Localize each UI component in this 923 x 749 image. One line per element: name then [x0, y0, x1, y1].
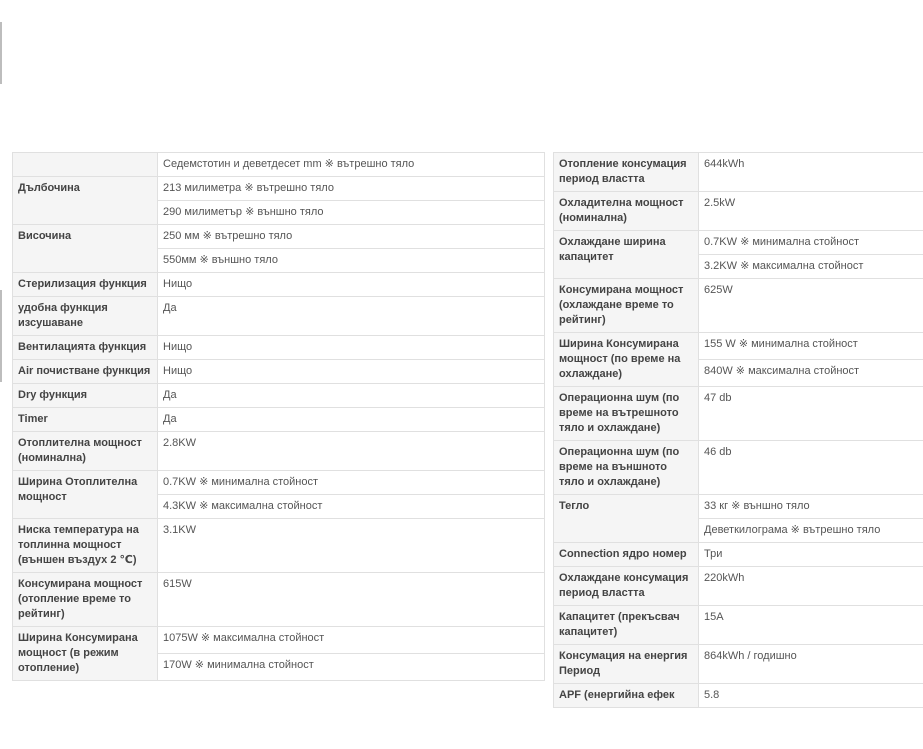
- spec-value: 220kWh: [699, 567, 923, 606]
- spec-label: Ниска температура на топлинна мощност (външен въздух 2 ℃): [13, 519, 158, 573]
- spec-value: 550мм ※ външно тяло: [158, 249, 545, 273]
- spec-label: Височина: [13, 225, 158, 273]
- spec-label: Ширина Консумирана мощност (в режим отопление): [13, 627, 158, 681]
- spec-label: Консумация на енергия Период: [554, 645, 699, 684]
- spec-value: 864kWh / годишно: [699, 645, 923, 684]
- spec-value: 170W ※ минимална стойност: [158, 654, 545, 681]
- spec-row: [13, 273, 545, 297]
- spec-value: 3.1KW: [158, 519, 545, 573]
- spec-value: 0.7KW ※ минимална стойност: [158, 471, 545, 495]
- spec-value: Да: [158, 384, 545, 408]
- spec-row: [13, 519, 545, 573]
- scrollbar-fragment-top: [0, 22, 2, 84]
- spec-value: 46 db: [699, 441, 923, 495]
- spec-value: 33 кг ※ външно тяло: [699, 495, 923, 519]
- spec-row: [554, 495, 923, 519]
- spec-row: [13, 225, 545, 249]
- spec-label: Охладителна мощност (номинална): [554, 192, 699, 231]
- spec-row: [554, 684, 923, 708]
- spec-row: [13, 432, 545, 471]
- spec-row: [13, 408, 545, 432]
- spec-label: Air почистване функция: [13, 360, 158, 384]
- spec-label: Timer: [13, 408, 158, 432]
- spec-label: Консумирана мощност (отопление време то рейтинг): [13, 573, 158, 627]
- spec-row: [13, 153, 545, 177]
- spec-value: 250 мм ※ вътрешно тяло: [158, 225, 545, 249]
- spec-row: [554, 231, 923, 255]
- spec-value: 615W: [158, 573, 545, 627]
- spec-row: [13, 360, 545, 384]
- spec-label: Охлаждане ширина капацитет: [554, 231, 699, 279]
- spec-row: [554, 333, 923, 360]
- spec-row: [554, 441, 923, 495]
- spec-label: Охлаждане консумация период властта: [554, 567, 699, 606]
- spec-value: 644kWh: [699, 153, 923, 192]
- spec-value: 3.2KW ※ максимална стойност: [699, 255, 923, 279]
- spec-label: Отопление консумация период властта: [554, 153, 699, 192]
- bottom-cutoff: [0, 722, 923, 749]
- spec-label: Операционна шум (по време на вътрешното тяло и охлаждане): [554, 387, 699, 441]
- spec-value: 5.8: [699, 684, 923, 708]
- spec-label: Капацитет (прекъсвач капацитет): [554, 606, 699, 645]
- spec-row: [13, 177, 545, 201]
- spec-row: [13, 573, 545, 627]
- spec-table-right: [553, 152, 923, 708]
- spec-label: APF (енергийна ефек: [554, 684, 699, 708]
- spec-value: 47 db: [699, 387, 923, 441]
- spec-value: Три: [699, 543, 923, 567]
- spec-label: Отоплителна мощност (номинална): [13, 432, 158, 471]
- spec-row: [13, 627, 545, 654]
- spec-label: Вентилацията функция: [13, 336, 158, 360]
- spec-value: Нищо: [158, 273, 545, 297]
- scrollbar-fragment-mid: [0, 290, 2, 382]
- spec-value: 0.7KW ※ минимална стойност: [699, 231, 923, 255]
- spec-value: Да: [158, 408, 545, 432]
- spec-row: [554, 279, 923, 333]
- spec-label: Консумирана мощност (охлаждане време то рейтинг): [554, 279, 699, 333]
- spec-row: [554, 567, 923, 606]
- spec-row: [13, 471, 545, 495]
- spec-value: Нищо: [158, 336, 545, 360]
- spec-value: 840W ※ максимална стойност: [699, 360, 923, 387]
- spec-value: Седемстотин и деветдесет mm ※ вътрешно тяло: [158, 153, 545, 177]
- spec-value: 2.5kW: [699, 192, 923, 231]
- spec-row: [554, 153, 923, 192]
- spec-value: Да: [158, 297, 545, 336]
- spec-row: [13, 384, 545, 408]
- spec-label: Connection ядро номер: [554, 543, 699, 567]
- spec-row: [554, 387, 923, 441]
- spec-value: 625W: [699, 279, 923, 333]
- spec-row: [554, 606, 923, 645]
- spec-label: [13, 153, 158, 177]
- spec-label: удобна функция изсушаване: [13, 297, 158, 336]
- spec-row: [554, 543, 923, 567]
- spec-label: Дълбочина: [13, 177, 158, 225]
- spec-value: Нищо: [158, 360, 545, 384]
- spec-row: [554, 192, 923, 231]
- spec-value: 155 W ※ минимална стойност: [699, 333, 923, 360]
- spec-label: Тегло: [554, 495, 699, 543]
- spec-label: Операционна шум (по време на външното тяло и охлаждане): [554, 441, 699, 495]
- spec-value: 213 милиметра ※ вътрешно тяло: [158, 177, 545, 201]
- spec-value: 4.3KW ※ максимална стойност: [158, 495, 545, 519]
- spec-label: Ширина Отоплителна мощност: [13, 471, 158, 519]
- spec-value: 2.8KW: [158, 432, 545, 471]
- spec-value: Деветкилограма ※ вътрешно тяло: [699, 519, 923, 543]
- spec-value: 1075W ※ максимална стойност: [158, 627, 545, 654]
- spec-value: 15A: [699, 606, 923, 645]
- spec-label: Ширина Консумирана мощност (по време на охлаждане): [554, 333, 699, 387]
- spec-row: [13, 297, 545, 336]
- spec-label: Dry функция: [13, 384, 158, 408]
- spec-row: [554, 645, 923, 684]
- spec-row: [13, 336, 545, 360]
- spec-label: Стерилизация функция: [13, 273, 158, 297]
- spec-value: 290 милиметър ※ външно тяло: [158, 201, 545, 225]
- spec-table-left: [12, 152, 545, 681]
